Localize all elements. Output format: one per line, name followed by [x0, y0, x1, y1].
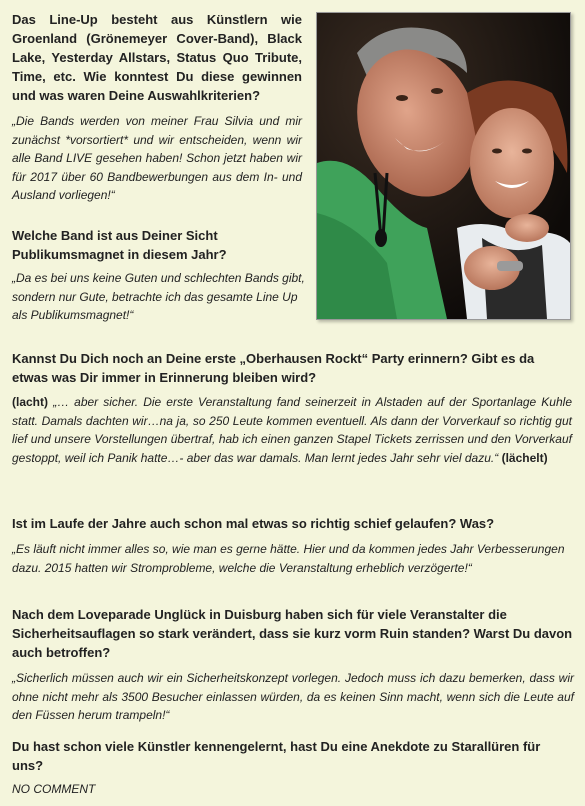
interview-block-2	[12, 226, 307, 325]
answer-3-suffix: (lächelt)	[501, 450, 548, 465]
answer-4: „Es läuft nicht immer alles so, wie man es gerne hätte. Hier und da kommen jedes Jahr Verbesserungen dazu. 2015 hatten wir Stromprobleme, welche die Veranstaltung erheblich verzögerte!“	[12, 542, 565, 575]
question-6: Du hast schon viele Künstler kennengelernt, hast Du eine Anekdote zu Starallüren für uns?	[12, 739, 541, 773]
question-3: Kannst Du Dich noch an Deine erste „Oberhausen Rockt“ Party erinnern? Gibt es da etwas was Dir immer in Erinnerung bleiben wird?	[12, 351, 535, 385]
interview-block-5	[12, 605, 574, 725]
answer-6: NO COMMENT	[12, 782, 96, 796]
interview-block-6	[12, 737, 572, 799]
question-2: Welche Band ist aus Deiner Sicht Publikumsmagnet in diesem Jahr?	[12, 228, 227, 262]
question-1: Das Line-Up besteht aus Künstlern wie Groenland (Grönemeyer Cover-Band), Black Lake, Yesterday Allstars, Status Quo Tribute, Time, etc. Wie konntest Du diese gewinnen und was waren Deine Auswahlkriterien?	[12, 12, 302, 103]
question-4: Ist im Laufe der Jahre auch schon mal etwas so richtig schief gelaufen? Was?	[12, 516, 495, 531]
interview-block-1	[12, 10, 302, 205]
answer-2: „Da es bei uns keine Guten und schlechten Bands gibt, sondern nur Gute, betrachte ich das gesamte Line Up als Publikumsmagnet!“	[12, 271, 305, 322]
answer-3	[12, 393, 572, 467]
answer-3-prefix: (lacht)	[12, 395, 48, 409]
answer-3-text: „… aber sicher. Die erste Veranstaltung fand seinerzeit in Alstaden auf der Sportanlage Kuhle statt. Damals dachten wir…na ja, so 250 Leute kommen eventuell. Als dann der Vorverkauf so richtig gut lief und unsere Vorstellungen übertraf, hab ich einen ganzen Stapel Tickets zerrissen und den Vorverkauf gestoppt, weil ich Panik hatte…- aber das war damals. Man lernt jedes Jahr sehr viel dazu.“	[12, 395, 572, 465]
answer-1: „Die Bands werden von meiner Frau Silvia und mir zunächst *vorsortiert* und wir entscheiden, wenn wir alle Band LIVE gesehen haben! Schon jetzt haben wir für 2017 über 60 Bandbewerbungen aus dem In- und Ausland vorliegen!“	[12, 114, 302, 202]
interview-block-4	[12, 514, 572, 577]
answer-5: „Sicherlich müssen auch wir ein Sicherheitskonzept vorlegen. Jedoch muss ich dazu bemerken, dass wir ohne nicht mehr als 3500 Besucher einlassen würden, da es keinen Sinn macht, wenn sich die Leute auf den Füssen herum trampeln!“	[12, 671, 574, 722]
interview-block-3	[12, 349, 572, 467]
question-5: Nach dem Loveparade Unglück in Duisburg haben sich für viele Veranstalter die Sicherheitsauflagen so stark verändert, dass sie kurz vorm Ruin standen? Warst Du davon auch betroffen?	[12, 607, 573, 660]
couple-photo	[316, 12, 571, 320]
